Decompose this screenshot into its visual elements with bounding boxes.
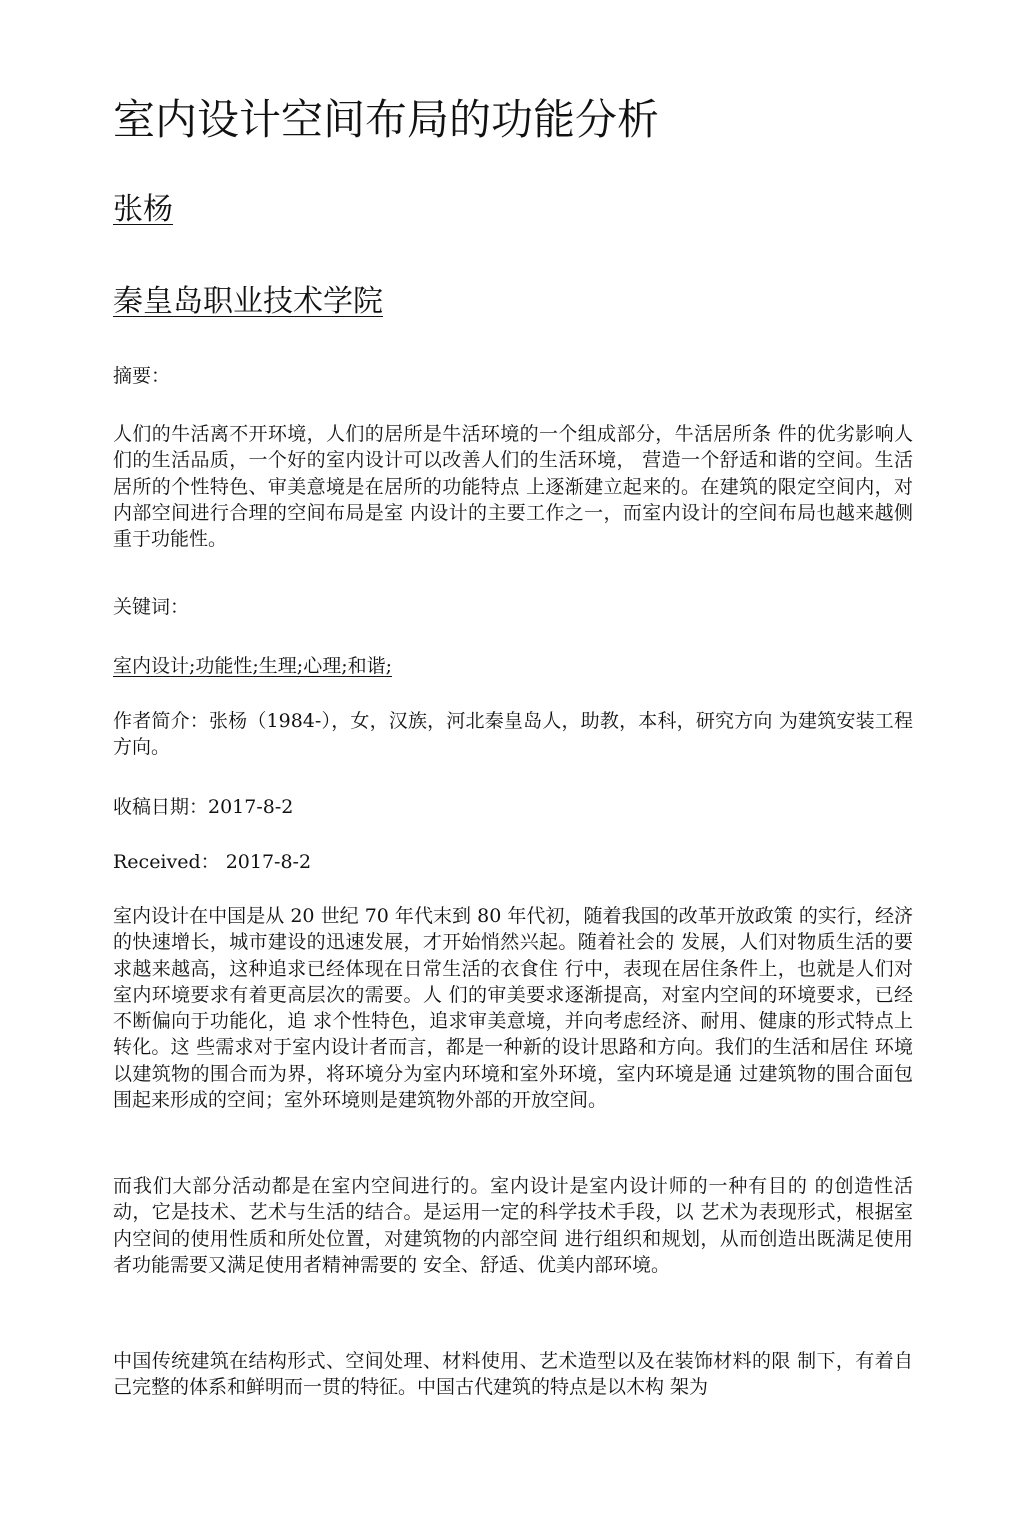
abstract-text: 人们的牛活离不开环境，人们的居所是牛活环境的一个组成部分，牛活居所条 件的优劣影响人们的生活品质，一个好的室内设计可以改善人们的生活环境， 营造一个舒适和谐的空间。生活居所的个性特色、审美意境是在居所的功能特点 上逐渐建立起来的。在建筑的限定空间内，对内部空间进行合理的空间布局是室 内设计的主要工作之一，而室内设计的空间布局也越来越侧重于功能性。 — [113, 423, 913, 551]
author-name[interactable]: 张杨 — [113, 192, 173, 227]
received-date-cn: 收稿日期：2017-8-2 — [113, 796, 294, 818]
body-paragraph-3: 中国传统建筑在结构形式、空间处理、材料使用、艺术造型以及在装饰材料的限 制下，有着自己完整的体系和鲜明而一贯的特征。中国古代建筑的特点是以木构 架为 — [113, 1350, 913, 1399]
abstract-label: 摘要： — [113, 365, 171, 387]
body-paragraph-2: 而我们大部分活动都是在室内空间进行的。室内设计是室内设计师的一种有目的 的创造性活动，它是技术、艺术与生活的结合。是运用一定的科学技术手段，以 艺术为表现形式，根据室内空间的使用性质和所处位置，对建筑物的内部空间 进行组织和规划，从而创造出既满足使用者功能需要又满足使用者精神需要的 安全、舒适、优美内部环境。 — [113, 1175, 913, 1276]
keywords-list[interactable]: 室内设计;功能性;生理;心理;和谐; — [113, 655, 393, 677]
author-affiliation[interactable]: 秦皇岛职业技术学院 — [113, 284, 383, 319]
paper-title: 室内设计空间布局的功能分析 — [113, 95, 660, 144]
body-paragraph-1: 室内设计在中国是从 20 世纪 70 年代末到 80 年代初，随着我国的改革开放政策 的实行，经济的快速增长，城市建设的迅速发展，才开始悄然兴起。随着社会的 发展，人们对物质生活的要求越来越高，这种追求已经体现在日常生活的衣食住 行中，表现在居住条件上，也就是人们对室内环境要求有着更高层次的需要。人 们的审美要求逐渐提高，对室内空间的环境要求，已经不断偏向于功能化，追 求个性特色，追求审美意境，并向考虑经济、耐用、健康的形式特点上转化。这 些需求对于室内设计者而言，都是一种新的设计思路和方向。我们的生活和居住 环境以建筑物的围合而为界，将环境分为室内环境和室外环境，室内环境是通 过建筑物的围合面包围起来形成的空间；室外环境则是建筑物外部的开放空间。 — [113, 905, 913, 1112]
keywords-label: 关键词： — [113, 596, 190, 618]
author-bio: 作者简介：张杨（1984-），女，汉族，河北秦皇岛人，助教，本科，研究方向 为建筑安装工程方向。 — [113, 710, 913, 759]
received-date-en: Received： 2017-8-2 — [113, 851, 312, 873]
